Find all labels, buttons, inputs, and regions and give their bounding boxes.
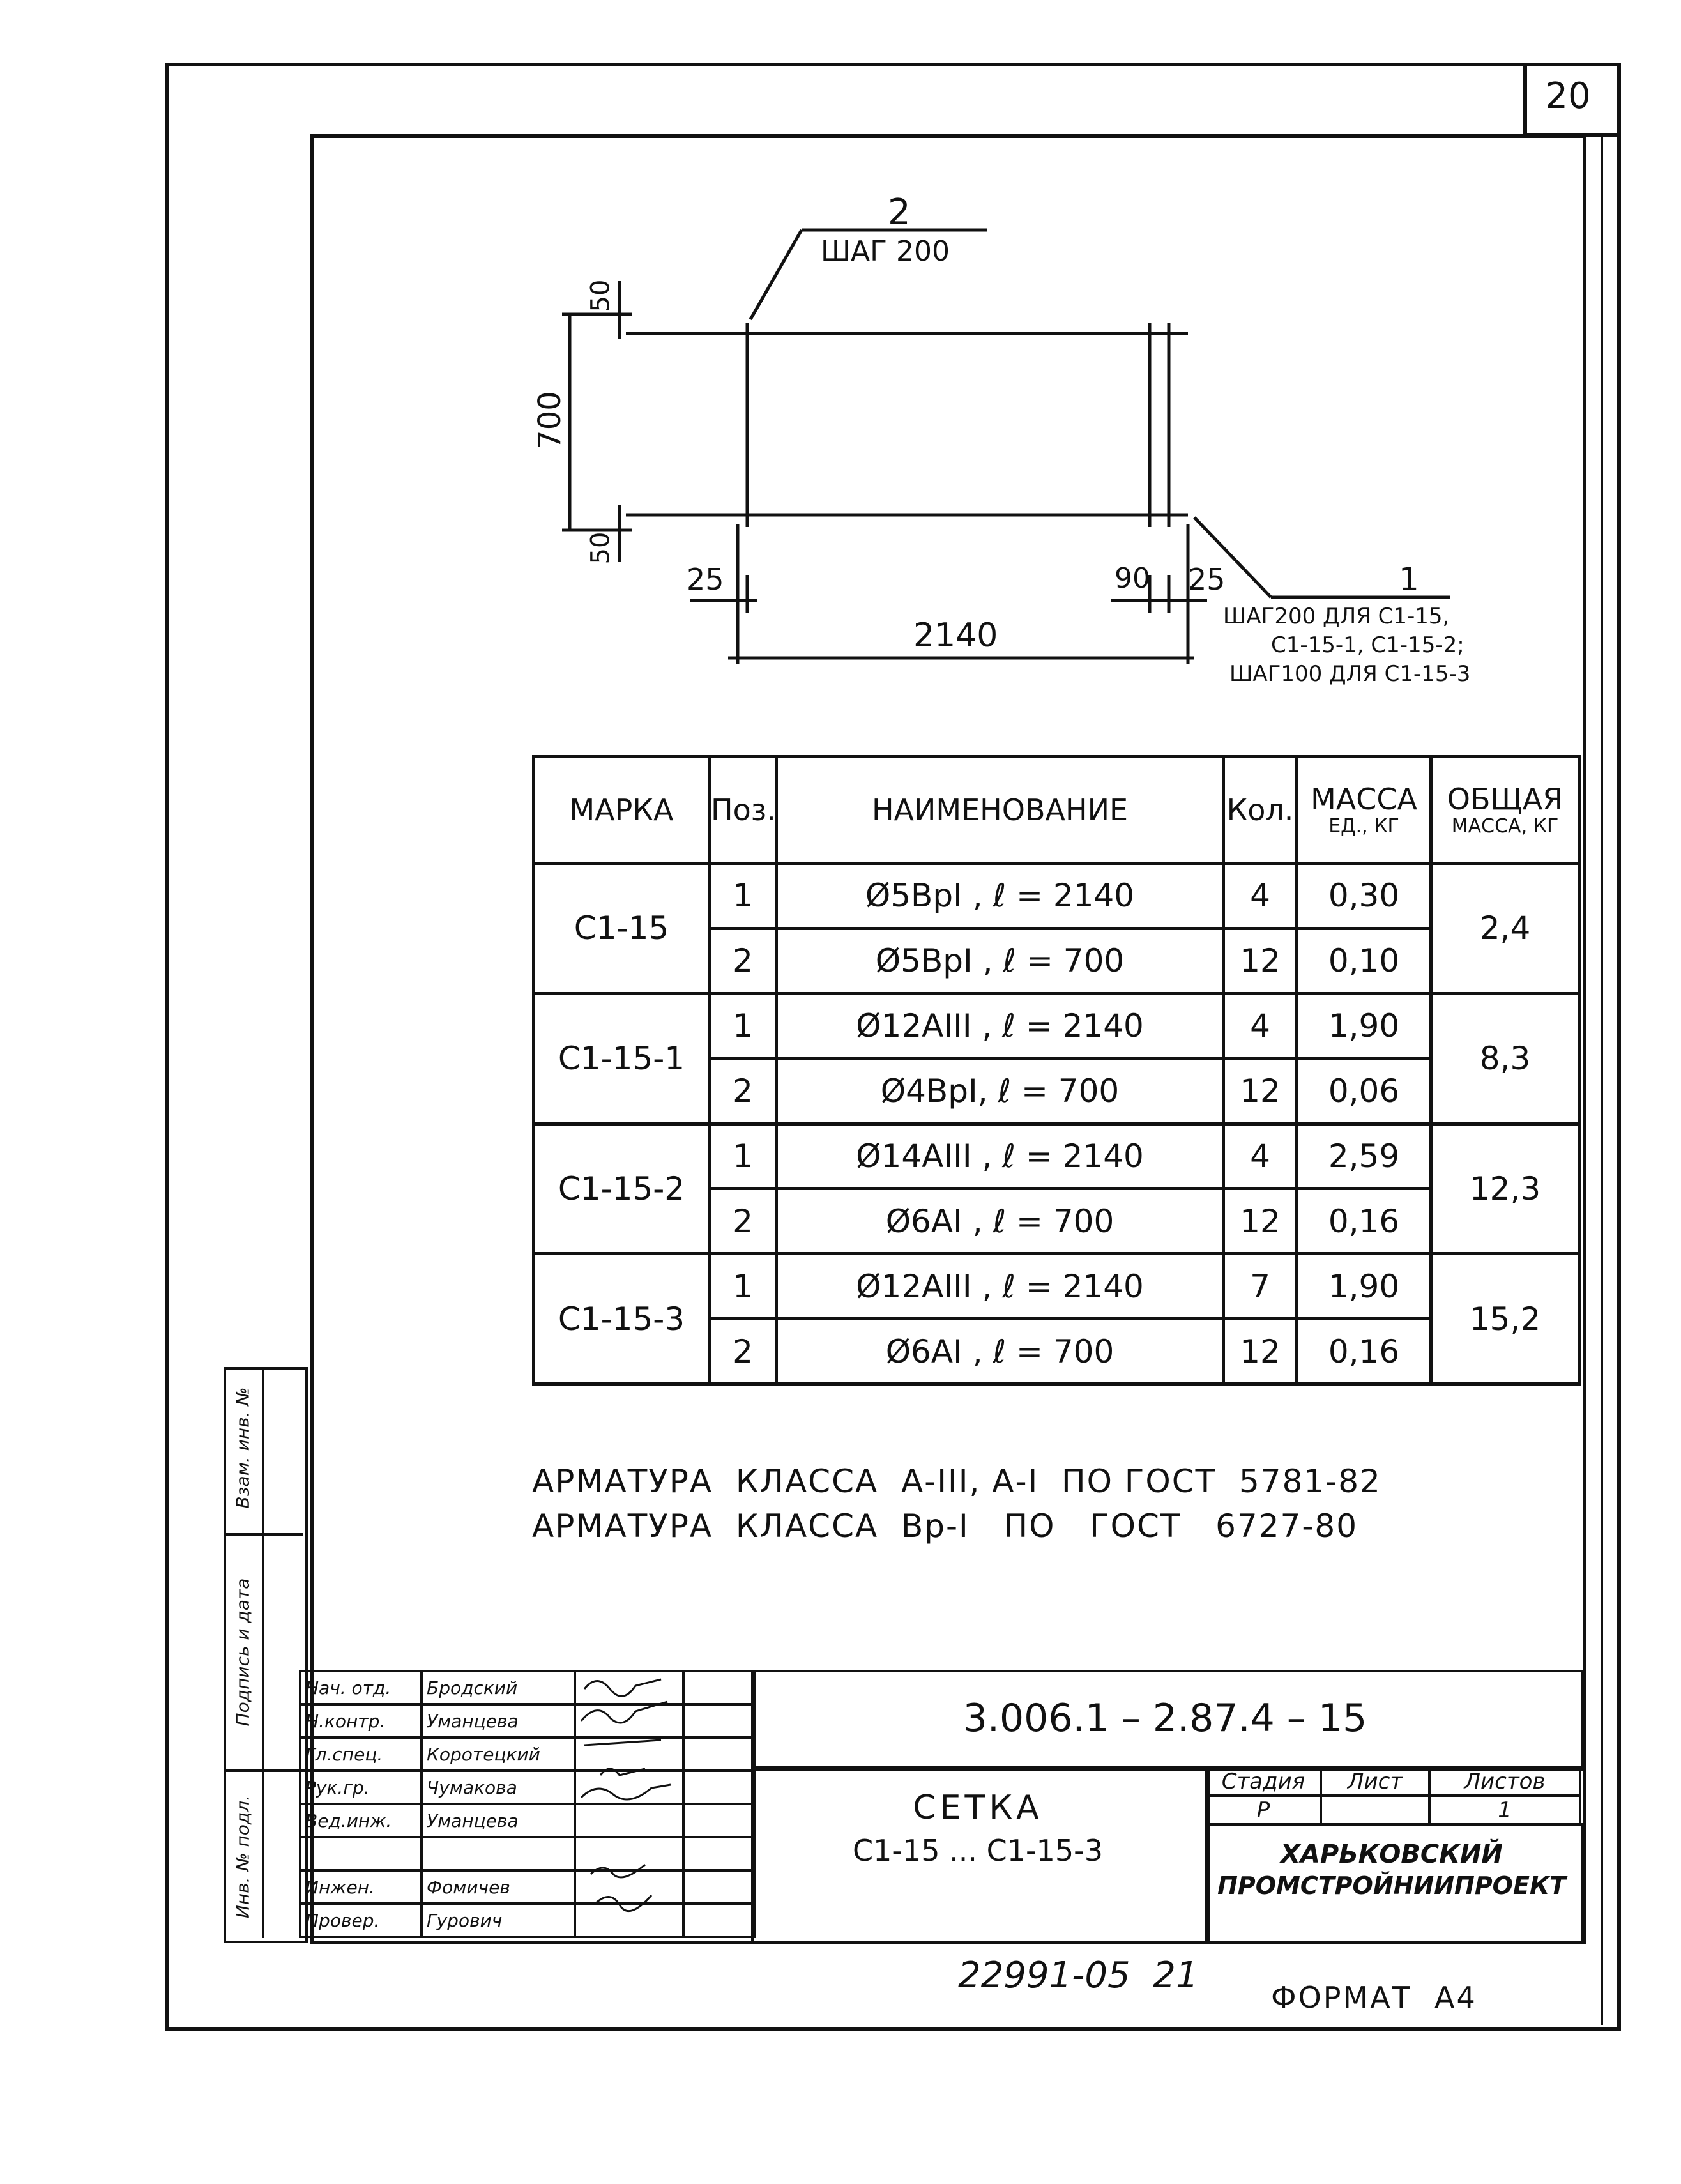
callout-top-step: ШАГ 200 xyxy=(821,235,950,268)
stage-header-row xyxy=(1206,1767,1580,1796)
signature-row xyxy=(300,1671,755,1704)
signature-table xyxy=(299,1670,756,1938)
header-mass-unit-sub: ЕД., КГ xyxy=(1328,814,1399,837)
callout-right-position: 1 xyxy=(1399,561,1419,598)
qty-cell: 4 xyxy=(1224,1124,1297,1189)
qty-cell: 4 xyxy=(1224,993,1297,1058)
header-mark: МАРКА xyxy=(534,757,710,864)
note-line-2: АРМАТУРА КЛАССА Вр-I ПО ГОСТ 6727-80 xyxy=(532,1508,1358,1545)
pos-cell: 2 xyxy=(710,928,777,993)
role-cell xyxy=(300,1837,422,1870)
header-mass-unit-label: МАССА xyxy=(1311,782,1417,817)
mark-cell: С1-15-1 xyxy=(534,993,710,1124)
date-cell xyxy=(683,1837,755,1870)
pos-cell: 1 xyxy=(710,1124,777,1189)
header-qty: Кол. xyxy=(1224,757,1297,864)
signature-row xyxy=(300,1870,755,1904)
date-cell xyxy=(683,1737,755,1771)
total-cell: 2,4 xyxy=(1431,864,1579,994)
name-cell: Ø5ВрI , ℓ = 2140 xyxy=(777,864,1224,929)
total-cell: 15,2 xyxy=(1431,1254,1579,1384)
table-row xyxy=(534,993,1579,1058)
inventory-number: 22991-05 21 xyxy=(958,1955,1199,1996)
mass-cell: 0,06 xyxy=(1297,1058,1431,1124)
qty-cell: 7 xyxy=(1224,1254,1297,1319)
signature-row xyxy=(300,1737,755,1771)
name-cell xyxy=(422,1837,575,1870)
signature-row xyxy=(300,1704,755,1737)
pos-cell: 1 xyxy=(710,864,777,929)
role-cell: Провер. xyxy=(300,1904,422,1937)
note-line-1: АРМАТУРА КЛАССА А-III, А-I ПО ГОСТ 5781-82 xyxy=(532,1463,1381,1500)
role-cell: Гл.спец. xyxy=(300,1737,422,1771)
date-cell xyxy=(683,1771,755,1804)
org-line-2: ПРОМСТРОЙНИИПРОЕКТ xyxy=(1217,1872,1566,1900)
pos-cell: 2 xyxy=(710,1058,777,1124)
dim-50-bottom: 50 xyxy=(586,531,616,565)
mass-cell: 0,16 xyxy=(1297,1189,1431,1254)
name-cell: Уманцева xyxy=(422,1704,575,1737)
role-cell: Рук.гр. xyxy=(300,1771,422,1804)
mass-cell: 0,10 xyxy=(1297,928,1431,993)
table-row xyxy=(534,864,1579,929)
stage-value: Р xyxy=(1206,1796,1321,1824)
total-cell: 12,3 xyxy=(1431,1124,1579,1254)
date-cell xyxy=(683,1904,755,1937)
date-cell xyxy=(683,1704,755,1737)
header-mass-total-sub: МАССА, КГ xyxy=(1451,814,1559,837)
signature-row xyxy=(300,1771,755,1804)
qty-cell: 12 xyxy=(1224,928,1297,993)
name-cell: Ø6АI , ℓ = 700 xyxy=(777,1189,1224,1254)
name-cell: Ø4ВрI, ℓ = 700 xyxy=(777,1058,1224,1124)
mark-cell: С1-15 xyxy=(534,864,710,994)
side-label-signature: Подпись и дата xyxy=(232,1578,254,1727)
name-cell: Ø5ВрI , ℓ = 700 xyxy=(777,928,1224,993)
signature-row xyxy=(300,1904,755,1937)
header-pos: Поз. xyxy=(710,757,777,864)
callout-right-line3: ШАГ100 ДЛЯ С1-15-3 xyxy=(1229,661,1471,687)
table-row xyxy=(534,1254,1579,1319)
dim-90: 90 xyxy=(1114,562,1150,595)
side-stamp-divider xyxy=(262,1367,264,1938)
role-cell: Нач. отд. xyxy=(300,1671,422,1704)
header-mass-total xyxy=(1431,757,1579,864)
total-cell: 8,3 xyxy=(1431,993,1579,1124)
name-cell: Чумакова xyxy=(422,1771,575,1804)
mass-cell: 1,90 xyxy=(1297,993,1431,1058)
stage-label: Стадия xyxy=(1206,1767,1321,1796)
role-cell: Вед.инж. xyxy=(300,1804,422,1837)
signature-row xyxy=(300,1837,755,1870)
dim-25-left: 25 xyxy=(687,562,724,597)
sheet-label: Лист xyxy=(1321,1767,1429,1796)
stage-table xyxy=(1205,1766,1581,1826)
name-cell: Ø6АI , ℓ = 700 xyxy=(777,1319,1224,1384)
mass-cell: 1,90 xyxy=(1297,1254,1431,1319)
org-line-1: ХАРЬКОВСКИЙ xyxy=(1281,1840,1503,1869)
pos-cell: 1 xyxy=(710,993,777,1058)
name-cell: Гурович xyxy=(422,1904,575,1937)
signature-scribbles xyxy=(575,1670,683,1938)
callout-right-line2: С1-15-1, С1-15-2; xyxy=(1271,632,1464,658)
pos-cell: 2 xyxy=(710,1319,777,1384)
side-label-inventory: Инв. № подл. xyxy=(232,1794,254,1919)
sheets-label: Листов xyxy=(1429,1767,1580,1796)
side-stamp-divider xyxy=(224,1769,303,1772)
role-cell: Н.контр. xyxy=(300,1704,422,1737)
qty-cell: 12 xyxy=(1224,1319,1297,1384)
title-line-1: СЕТКА xyxy=(913,1789,1043,1827)
title-line-2: С1-15 ... С1-15-3 xyxy=(852,1833,1103,1868)
table-row xyxy=(534,1124,1579,1189)
date-cell xyxy=(683,1870,755,1904)
callout-right-line1: ШАГ200 ДЛЯ С1-15, xyxy=(1223,604,1450,629)
role-cell: Инжен. xyxy=(300,1870,422,1904)
table-header-row xyxy=(534,757,1579,864)
header-name: НАИМЕНОВАНИЕ xyxy=(777,757,1224,864)
side-label-replaced: Взам. инв. № xyxy=(232,1387,254,1509)
qty-cell: 4 xyxy=(1224,864,1297,929)
header-mass-total-label: ОБЩАЯ xyxy=(1447,782,1563,817)
mark-cell: С1-15-2 xyxy=(534,1124,710,1254)
dim-25-right: 25 xyxy=(1188,562,1226,597)
qty-cell: 12 xyxy=(1224,1058,1297,1124)
name-cell: Фомичев xyxy=(422,1870,575,1904)
dim-700: 700 xyxy=(531,391,568,450)
name-cell: Ø12АIII , ℓ = 2140 xyxy=(777,993,1224,1058)
doc-code: 3.006.1 – 2.87.4 – 15 xyxy=(962,1696,1367,1741)
page-number: 20 xyxy=(1545,75,1591,117)
pos-cell: 1 xyxy=(710,1254,777,1319)
name-cell: Бродский xyxy=(422,1671,575,1704)
callout-top-position: 2 xyxy=(888,192,911,233)
header-mass-unit xyxy=(1297,757,1431,864)
pos-cell: 2 xyxy=(710,1189,777,1254)
signature-row xyxy=(300,1804,755,1837)
dim-2140: 2140 xyxy=(913,616,998,655)
name-cell: Ø12АIII , ℓ = 2140 xyxy=(777,1254,1224,1319)
sheet-value xyxy=(1321,1796,1429,1824)
date-cell xyxy=(683,1804,755,1837)
dim-50-top: 50 xyxy=(586,279,616,312)
sheets-value: 1 xyxy=(1429,1796,1580,1824)
mass-cell: 2,59 xyxy=(1297,1124,1431,1189)
stage-value-row xyxy=(1206,1796,1580,1824)
mass-cell: 0,16 xyxy=(1297,1319,1431,1384)
name-cell: Коротецкий xyxy=(422,1737,575,1771)
name-cell: Ø14АIII , ℓ = 2140 xyxy=(777,1124,1224,1189)
specification-table xyxy=(532,755,1581,1386)
qty-cell: 12 xyxy=(1224,1189,1297,1254)
mark-cell: С1-15-3 xyxy=(534,1254,710,1384)
name-cell: Уманцева xyxy=(422,1804,575,1837)
mass-cell: 0,30 xyxy=(1297,864,1431,929)
date-cell xyxy=(683,1671,755,1704)
format-label: ФОРМАТ А4 xyxy=(1271,1980,1477,2015)
side-stamp-divider xyxy=(224,1533,303,1536)
